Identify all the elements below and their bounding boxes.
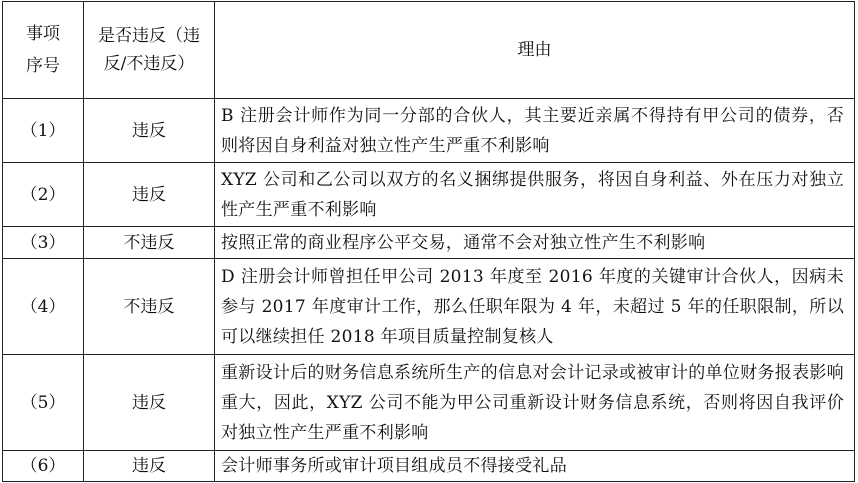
table-row xyxy=(3,227,855,259)
reason-cell: D 注册会计师曾担任甲公司 2013 年度至 2016 年度的关键审计合伙人，因病未参与 2017 年度审计工作，那么任职年限为 4 年，未超过 5 年的任职限制，所以可以继续担任 2018 年项目质量控制复核人 xyxy=(215,259,855,355)
independence-table xyxy=(2,1,855,482)
reason-cell: B 注册会计师作为同一分部的合伙人，其主要近亲属不得持有甲公司的债券，否则将因自身利益对独立性产生严重不利影响 xyxy=(215,99,855,163)
reason-cell: 会计师事务所或审计项目组成员不得接受礼品 xyxy=(215,451,855,482)
table-row xyxy=(3,355,855,451)
header-row xyxy=(3,2,855,99)
reason-cell: 按照正常的商业程序公平交易，通常不会对独立性产生不利影响 xyxy=(215,227,855,259)
table-row xyxy=(3,163,855,227)
item-no-cell: （1） xyxy=(3,99,84,163)
header-item-no: 事项序号 xyxy=(3,2,84,99)
item-no-cell: （2） xyxy=(3,163,84,227)
table-row xyxy=(3,451,855,482)
violation-cell: 违反 xyxy=(84,451,215,482)
reason-cell: 重新设计后的财务信息系统所生产的信息对会计记录或被审计的单位财务报表影响重大，因此，XYZ 公司不能为甲公司重新设计财务信息系统，否则将因自我评价对独立性产生严重不利影响 xyxy=(215,355,855,451)
reason-cell: XYZ 公司和乙公司以双方的名义捆绑提供服务，将因自身利益、外在压力对独立性产生严重不利影响 xyxy=(215,163,855,227)
item-no-cell: （5） xyxy=(3,355,84,451)
violation-cell: 违反 xyxy=(84,99,215,163)
violation-cell: 违反 xyxy=(84,355,215,451)
item-no-cell: （4） xyxy=(3,259,84,355)
item-no-cell: （6） xyxy=(3,451,84,482)
violation-cell: 违反 xyxy=(84,163,215,227)
table-row xyxy=(3,259,855,355)
item-no-cell: （3） xyxy=(3,227,84,259)
violation-cell: 不违反 xyxy=(84,259,215,355)
header-reason: 理由 xyxy=(215,2,855,99)
header-violation: 是否违反（违反/不违反） xyxy=(84,2,215,99)
violation-cell: 不违反 xyxy=(84,227,215,259)
table-row xyxy=(3,99,855,163)
